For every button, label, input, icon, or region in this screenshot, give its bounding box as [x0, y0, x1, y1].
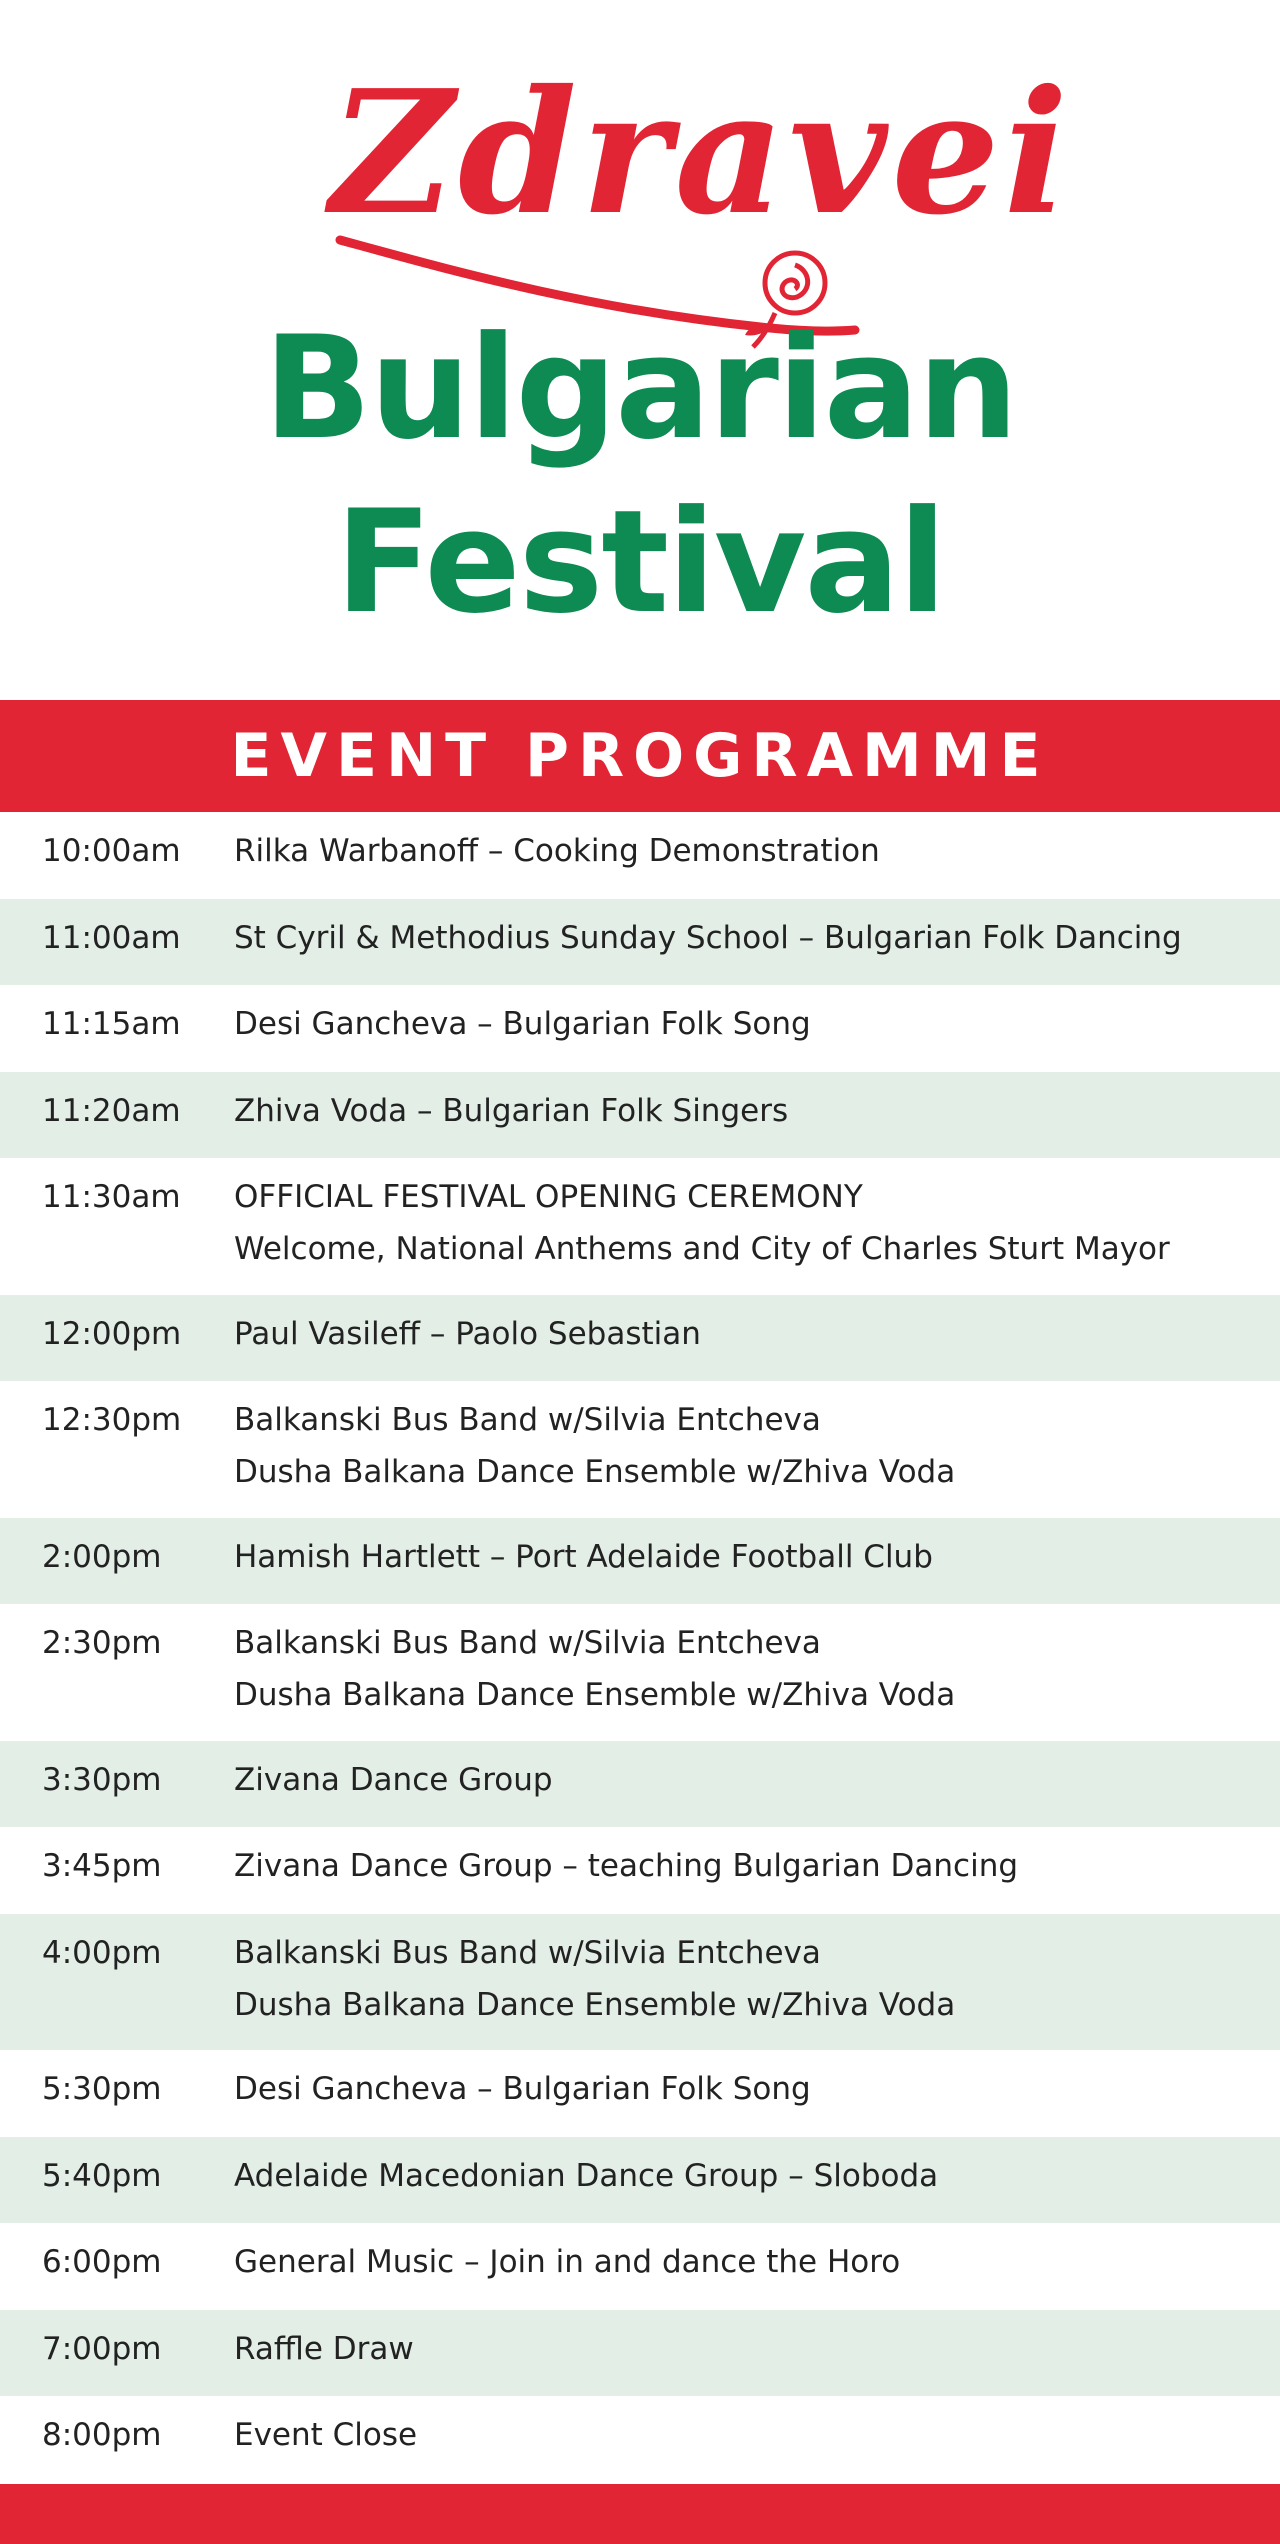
row-event: Balkanski Bus Band w/Silvia Entcheva [234, 1625, 821, 1661]
festival-header [0, 0, 1280, 700]
row-event: Balkanski Bus Band w/Silvia Entcheva [234, 1402, 821, 1438]
schedule-row [0, 2310, 1280, 2397]
schedule-row [0, 1295, 1280, 1382]
festival-title-bulgarian: Bulgarian [263, 306, 1017, 471]
row-event: OFFICIAL FESTIVAL OPENING CEREMONY [234, 1179, 863, 1215]
schedule-row [0, 1914, 1280, 2051]
row-time: 12:30pm [42, 1402, 182, 1438]
row-time: 12:00pm [42, 1315, 182, 1352]
schedule-row [0, 1518, 1280, 1605]
event-programme-banner: EVENT PROGRAMME [0, 700, 1280, 812]
zdravei-script-title: Zdravei [330, 53, 1073, 253]
row-event-detail: Dusha Balkana Dance Ensemble w/Zhiva Voda [234, 1454, 956, 1490]
row-event: Desi Gancheva – Bulgarian Folk Song [234, 1006, 811, 1042]
row-time: 7:00pm [42, 2330, 162, 2367]
row-event: Zhiva Voda – Bulgarian Folk Singers [234, 1092, 789, 1129]
row-event-detail: Dusha Balkana Dance Ensemble w/Zhiva Voda [234, 1986, 956, 2023]
row-time: 10:00am [42, 833, 181, 869]
row-event: Zivana Dance Group [234, 1761, 553, 1798]
schedule-row [0, 1158, 1280, 1295]
row-event: Adelaide Macedonian Dance Group – Sloboda [234, 2157, 939, 2194]
row-event: Paul Vasileff – Paolo Sebastian [234, 1315, 701, 1352]
schedule-row [0, 1072, 1280, 1159]
schedule-row [0, 1741, 1280, 1828]
row-event: St Cyril & Methodius Sunday School – Bulgarian Folk Dancing [234, 919, 1182, 956]
festival-title-festival: Festival [335, 480, 945, 645]
row-event: Desi Gancheva – Bulgarian Folk Song [234, 2071, 811, 2107]
row-time: 11:20am [42, 1092, 181, 1129]
row-time: 11:00am [42, 919, 181, 956]
schedule-row [0, 1827, 1280, 1914]
row-event-detail: Dusha Balkana Dance Ensemble w/Zhiva Voda [234, 1677, 956, 1713]
row-time: 5:30pm [42, 2071, 162, 2107]
schedule-row [0, 1604, 1280, 1741]
schedule-row [0, 899, 1280, 986]
row-time: 3:45pm [42, 1848, 162, 1884]
schedule-row [0, 2137, 1280, 2224]
schedule-row [0, 2223, 1280, 2310]
footer-band [0, 2484, 1280, 2544]
row-time: 11:30am [42, 1179, 181, 1215]
schedule-row [0, 2050, 1280, 2137]
row-event: Balkanski Bus Band w/Silvia Entcheva [234, 1934, 821, 1971]
row-time: 8:00pm [42, 2417, 162, 2453]
row-time: 2:00pm [42, 1538, 162, 1575]
row-event: General Music – Join in and dance the Horo [234, 2244, 901, 2280]
schedule-row [0, 985, 1280, 1072]
row-time: 2:30pm [42, 1625, 162, 1661]
schedule-list [0, 812, 1280, 2483]
row-event: Zivana Dance Group – teaching Bulgarian Dancing [234, 1848, 1019, 1884]
row-time: 5:40pm [42, 2157, 162, 2194]
schedule-row [0, 1381, 1280, 1518]
row-time: 3:30pm [42, 1761, 162, 1798]
row-event: Raffle Draw [234, 2330, 414, 2367]
row-event: Hamish Hartlett – Port Adelaide Football Club [234, 1538, 933, 1575]
row-time: 11:15am [42, 1006, 181, 1042]
row-event: Rilka Warbanoff – Cooking Demonstration [234, 833, 880, 869]
schedule-row [0, 2396, 1280, 2483]
row-time: 6:00pm [42, 2244, 162, 2280]
row-event-detail: Welcome, National Anthems and City of Charles Sturt Mayor [234, 1231, 1170, 1267]
schedule-row [0, 812, 1280, 899]
row-time: 4:00pm [42, 1934, 162, 1971]
row-event: Event Close [234, 2417, 418, 2453]
